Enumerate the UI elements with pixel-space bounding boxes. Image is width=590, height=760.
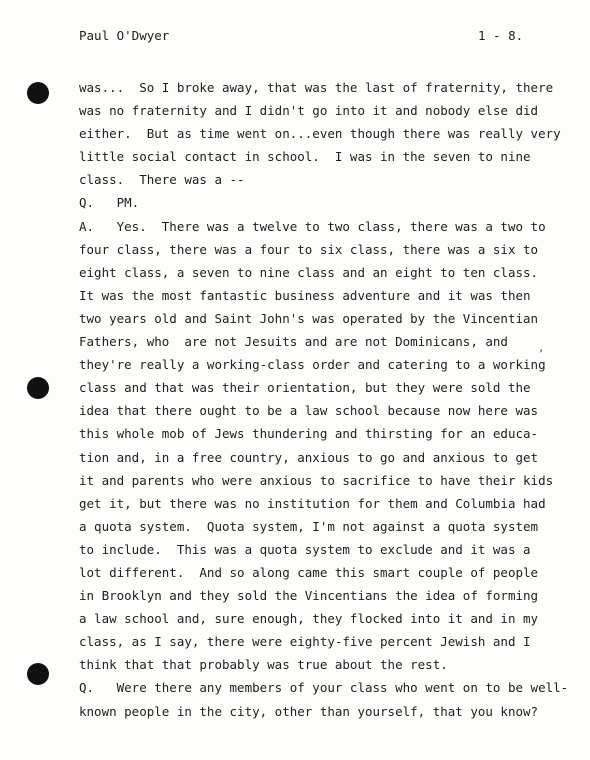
text-line: it and parents who were anxious to sacrifice to have their kids bbox=[79, 472, 554, 488]
stray-pen-mark: ’ bbox=[538, 349, 545, 360]
text-line: a law school and, sure enough, they flocked into it and in my bbox=[79, 611, 539, 627]
text-line: they're really a working-class order and catering to a working bbox=[79, 357, 546, 373]
text-line: class and that was their orientation, but they were sold the bbox=[79, 380, 531, 396]
text-line: idea that there ought to be a law school because now here was bbox=[79, 403, 539, 419]
text-line: It was the most fantastic business adventure and it was then bbox=[79, 287, 531, 303]
text-line: four class, there was a four to six class, there was a six to bbox=[79, 241, 539, 257]
answer-line: A. Yes. There was a twelve to two class, there was a two to bbox=[79, 218, 546, 234]
text-line: class, as I say, there were eighty-five percent Jewish and I bbox=[79, 634, 531, 650]
text-line: get it, but there was no institution for them and Columbia had bbox=[79, 495, 546, 511]
text-line: tion and, in a free country, anxious to go and anxious to get bbox=[79, 449, 539, 465]
page-number: 1 - 8. bbox=[478, 28, 524, 43]
binder-hole-bottom bbox=[27, 663, 49, 685]
question-line: Q. Were there any members of your class who went on to be well- bbox=[79, 680, 569, 696]
text-line: eight class, a seven to nine class and an eight to ten class. bbox=[79, 264, 539, 280]
transcript-body bbox=[79, 76, 569, 723]
text-line: class. There was a -- bbox=[79, 172, 245, 188]
text-line: was... So I broke away, that was the last of fraternity, there bbox=[79, 80, 554, 95]
speaker-name: Paul O'Dwyer bbox=[79, 28, 170, 43]
text-line: lot different. And so along came this smart couple of people bbox=[79, 564, 539, 580]
text-line: think that that probably was true about the rest. bbox=[79, 657, 448, 673]
text-line: Fathers, who are not Jesuits and are not Dominicans, and bbox=[79, 334, 508, 350]
binder-hole-top bbox=[27, 82, 49, 104]
text-line: a quota system. Quota system, I'm not against a quota system bbox=[79, 518, 539, 534]
binder-hole-middle bbox=[27, 377, 49, 399]
text-line: to include. This was a quota system to exclude and it was a bbox=[79, 541, 531, 557]
text-line: known people in the city, other than yourself, that you know? bbox=[79, 703, 539, 719]
text-line: in Brooklyn and they sold the Vincentians the idea of forming bbox=[79, 588, 539, 604]
question-line: Q. PM. bbox=[79, 195, 140, 211]
text-line: this whole mob of Jews thundering and thirsting for an educa- bbox=[79, 426, 539, 442]
text-line: was no fraternity and I didn't go into it and nobody else did bbox=[79, 103, 539, 119]
text-line: two years old and Saint John's was operated by the Vincentian bbox=[79, 310, 539, 326]
text-line: either. But as time went on...even though there was really very bbox=[79, 126, 561, 142]
text-line: little social contact in school. I was in the seven to nine bbox=[79, 149, 531, 165]
